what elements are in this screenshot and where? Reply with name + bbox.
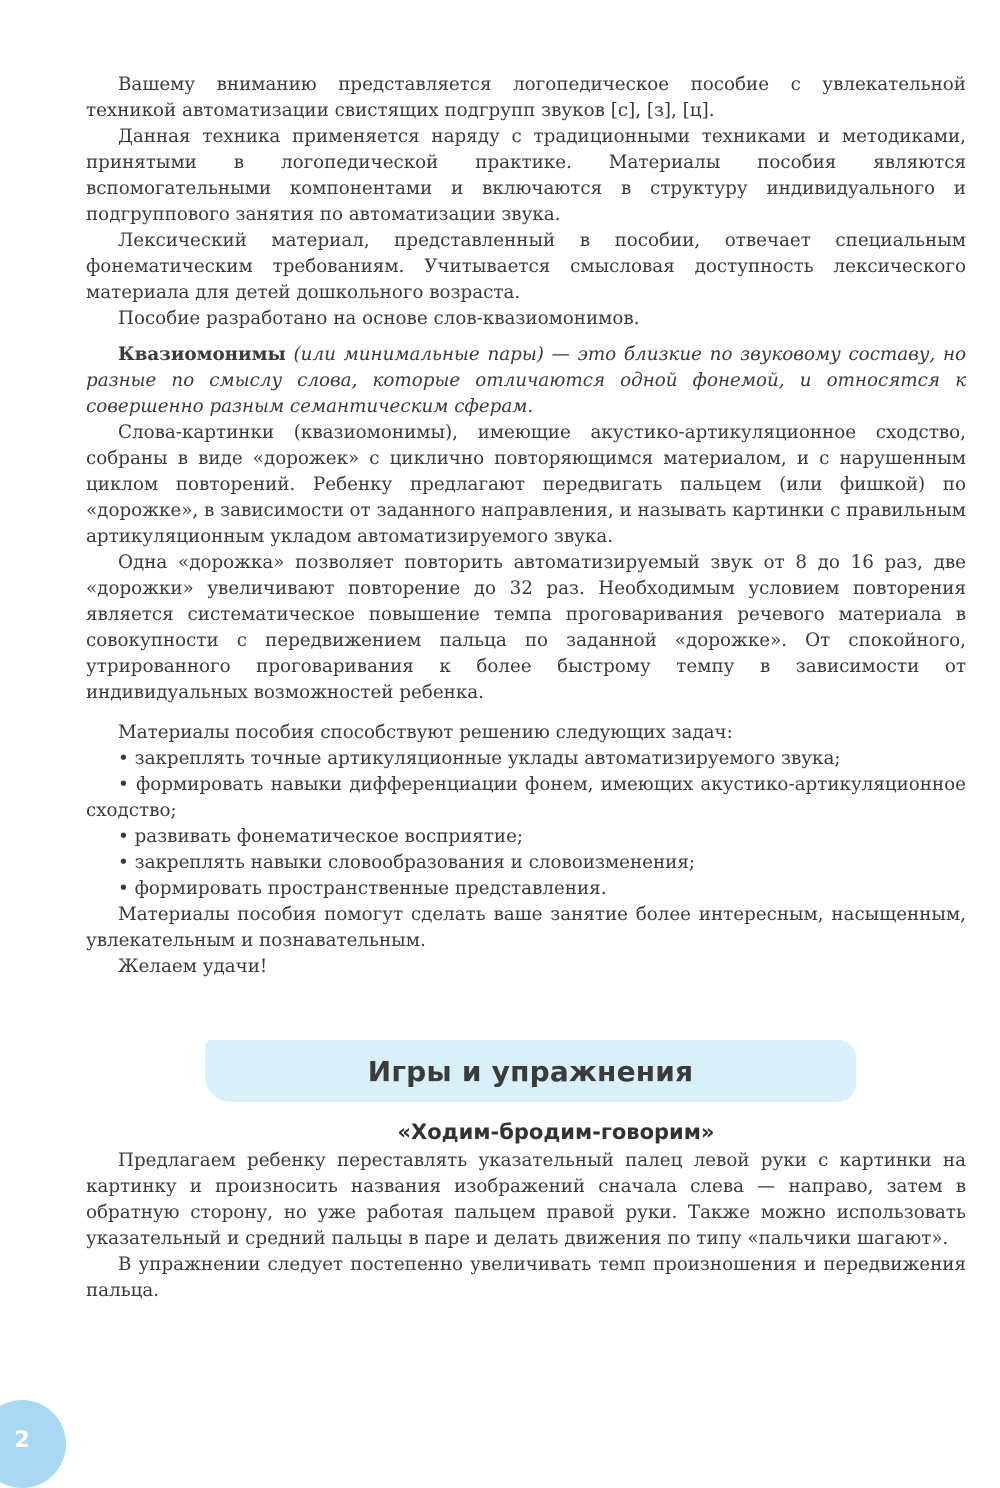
- closing-wish: Желаем удачи!: [118, 956, 268, 977]
- exercise-title: «Ходим-бродим-говорим»: [397, 1120, 715, 1144]
- page-number: 2: [14, 1428, 30, 1453]
- intro-paragraph-3: Лексический материал, представленный в пособии, отвечает специальным фонематическим требованиям. Учитывается смысловая доступность лексического материала для детей дошкольного возраста.: [86, 230, 966, 303]
- list-item: • закреплять навыки словообразования и словоизменения;: [86, 850, 966, 876]
- list-item: • закреплять точные артикуляционные уклады автоматизируемого звука;: [86, 746, 966, 772]
- definition-paragraph: [86, 342, 966, 420]
- exercise-paragraph-1: Предлагаем ребенку переставлять указательный палец левой руки с картинки на картинку и произносить названия изображений сначала слева — направо, затем в обратную сторону, но уже работая пальцем правой руки. Также можно использовать указательный и средний пальцы в паре и делать движения по типу «пальчики шагают».: [86, 1150, 966, 1249]
- definition-term: Квазиомонимы: [118, 344, 286, 365]
- intro-paragraph-1: Вашему вниманию представляется логопедическое пособие с увлекательной техникой автоматизации свистящих подгрупп звуков [с], [з], [ц].: [86, 74, 966, 121]
- section-banner: [205, 1040, 856, 1102]
- exercise-text: [86, 1148, 966, 1304]
- method-paragraph-1: Слова-картинки (квазиомонимы), имеющие акустико-артикуляционное сходство, собраны в виде «дорожек» с циклично повторяющимся материалом, и с нарушенным циклом повторений. Ребенку предлагают передвигать пальцем (или фишкой) по «дорожке», в зависимости от заданного направления, и называть картинки с правильным артикуляционным укладом автоматизируемого звука.: [86, 422, 966, 547]
- tasks-outro: Материалы пособия помогут сделать ваше занятие более интересным, насыщенным, увлекательным и познавательным.: [86, 904, 966, 951]
- list-item: • развивать фонематическое восприятие;: [86, 824, 966, 850]
- section-title: Игры и упражнения: [367, 1054, 694, 1088]
- tasks-list: [86, 746, 966, 902]
- intro-paragraph-4: Пособие разработано на основе слов-квазиомонимов.: [118, 308, 640, 329]
- exercise-paragraph-2: В упражнении следует постепенно увеличивать темп произношения и передвижения пальца.: [86, 1254, 966, 1301]
- intro-paragraph-2: Данная техника применяется наряду с традиционными техниками и методиками, принятыми в логопедической практике. Материалы пособия являются вспомогательными компонентами и включаются в структуру индивидуального и подгруппового занятия по автоматизации звука.: [86, 126, 966, 225]
- tasks-intro: Материалы пособия способствуют решению следующих задач:: [118, 722, 733, 743]
- list-item: • формировать навыки дифференциации фонем, имеющих акустико-артикуляционное сходство;: [86, 772, 966, 824]
- main-text: [86, 72, 966, 980]
- definition-text: (или минимальные пары) — это близкие по звуковому составу, но разные по смыслу слова, которые отличаются одной фонемой, и относятся к совершенно разным семантическим сферам.: [86, 344, 966, 417]
- list-item: • формировать пространственные представления.: [86, 876, 966, 902]
- method-paragraph-2: Одна «дорожка» позволяет повторить автоматизируемый звук от 8 до 16 раз, две «дорожки» увеличивают повторение до 32 раз. Необходимым условием повторения является систематическое повышение темпа проговаривания речевого материала в совокупности с передвижением пальца по заданной «дорожке». От спокойного, утрированного проговаривания к более быстрому темпу в зависимости от индивидуальных возможностей ребенка.: [86, 552, 966, 703]
